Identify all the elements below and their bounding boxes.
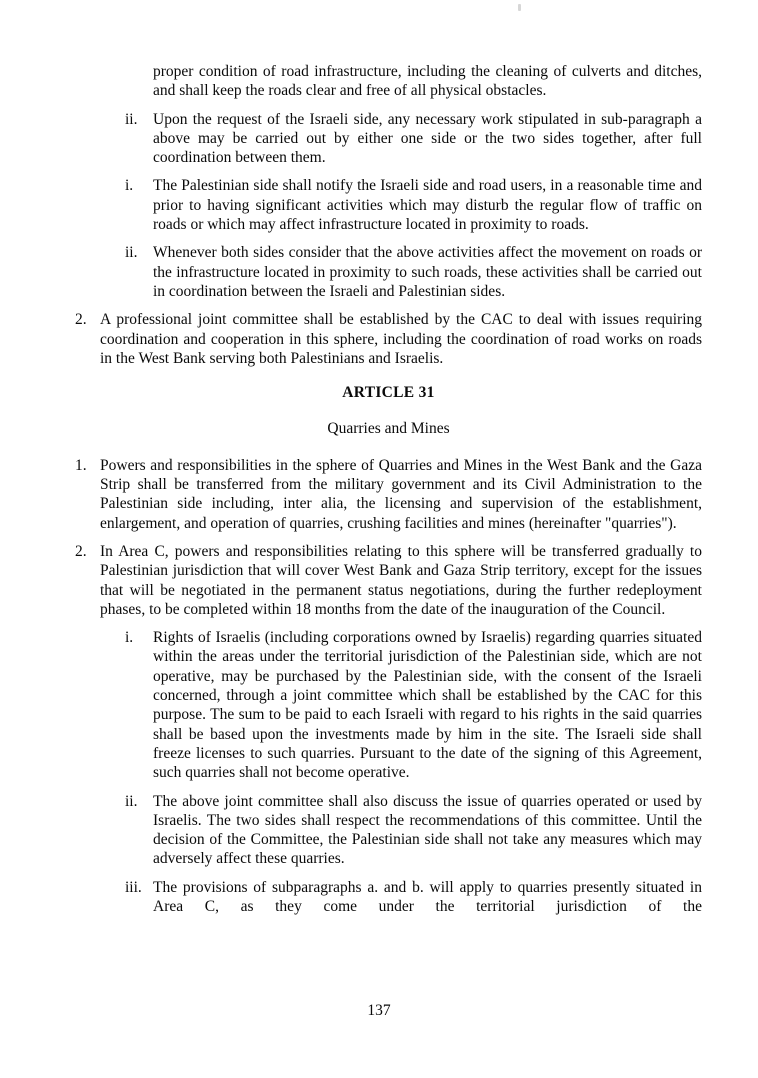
list-marker: ii. [125, 110, 138, 128]
list-item [125, 792, 702, 869]
list-item [125, 628, 702, 782]
paragraph-continuation: proper condition of road infrastructure, including the cleaning of culverts and ditches, and shall keep the roads clear and free of all physical obstacles. [153, 63, 702, 100]
list-item [125, 878, 702, 917]
list-item-text: Powers and responsibilities in the sphere of Quarries and Mines in the West Bank and the Gaza Strip shall be transferred from the military government and its Civil Administration to the Palestinian side including, inter alia, the licensing and supervision of the establishment, enlargement, and operation of quarries, crushing facilities and mines (hereinafter "quarries"). [100, 456, 702, 532]
document-content [75, 62, 702, 925]
scan-artifact [518, 4, 521, 11]
list-marker: i. [125, 177, 134, 195]
list-marker: iii. [125, 878, 142, 896]
list-item [75, 456, 702, 533]
page-number: 137 [367, 1002, 391, 1019]
list-item [75, 542, 702, 619]
list-marker: 2. [75, 311, 87, 329]
list-item-text: The Palestinian side shall notify the Israeli side and road users, in a reasonable time and prior to having significant activities which may disturb the regular flow of traffic on roads or which may affect infrastructure located in proximity to roads. [153, 177, 702, 234]
list-marker: ii. [125, 244, 138, 262]
list-marker: i. [125, 629, 134, 647]
list-marker: ii. [125, 792, 138, 810]
article-title: ARTICLE 31 [342, 384, 435, 402]
list-item-text: In Area C, powers and responsibilities relating to this sphere will be transferred gradually to Palestinian jurisdiction that will cover West Bank and Gaza Strip territory, except for the issues that will be negotiated in the permanent status negotiations, during the further redeployment phases, to be completed within 18 months from the date of the inauguration of the Council. [100, 542, 702, 618]
list-item [75, 310, 702, 368]
list-item-text: Whenever both sides consider that the above activities affect the movement on roads or the infrastructure located in proximity to such roads, these activities shall be carried out in coordination between the Israeli and Palestinian sides. [153, 244, 702, 300]
list-item [125, 176, 702, 234]
list-item-text: Upon the request of the Israeli side, any necessary work stipulated in sub-paragraph a above may be carried out by either one side or the two sides together, after full coordination between them. [153, 110, 702, 167]
list-marker: 1. [75, 456, 87, 474]
list-item [125, 110, 702, 168]
list-item [125, 243, 702, 301]
article-subtitle: Quarries and Mines [327, 420, 450, 438]
list-item-text: The above joint committee shall also discuss the issue of quarries operated or used by Israelis. The two sides shall respect the recommendations of this committee. Until the decision of the Committee, the Palestinian side shall not take any measures which may adversely affect these quarries. [153, 792, 702, 868]
list-marker: 2. [75, 542, 87, 560]
list-item-text: A professional joint committee shall be established by the CAC to deal with issues requiring coordination and cooperation in this sphere, including the coordination of road works on roads in the West Bank serving both Palestinians and Israelis. [100, 311, 702, 367]
list-item-text: Rights of Israelis (including corporations owned by Israelis) regarding quarries situated within the areas under the territorial jurisdiction of the Palestinian side, which are not operative, may be purchased by the Palestinian side, with the consent of the Israeli concerned, through a joint committee which shall be established by the CAC for this purpose. The sum to be paid to each Israeli with regard to his rights in the said quarries shall be based upon the investments made by him in the site. The Israeli side shall freeze licenses to such quarries. Pursuant to the date of the signing of this Agreement, such quarries shall not become operative. [153, 629, 702, 782]
list-item-text: The provisions of subparagraphs a. and b. will apply to quarries presently situated in Area C, as they come under the territorial jurisdiction of the [153, 878, 702, 915]
